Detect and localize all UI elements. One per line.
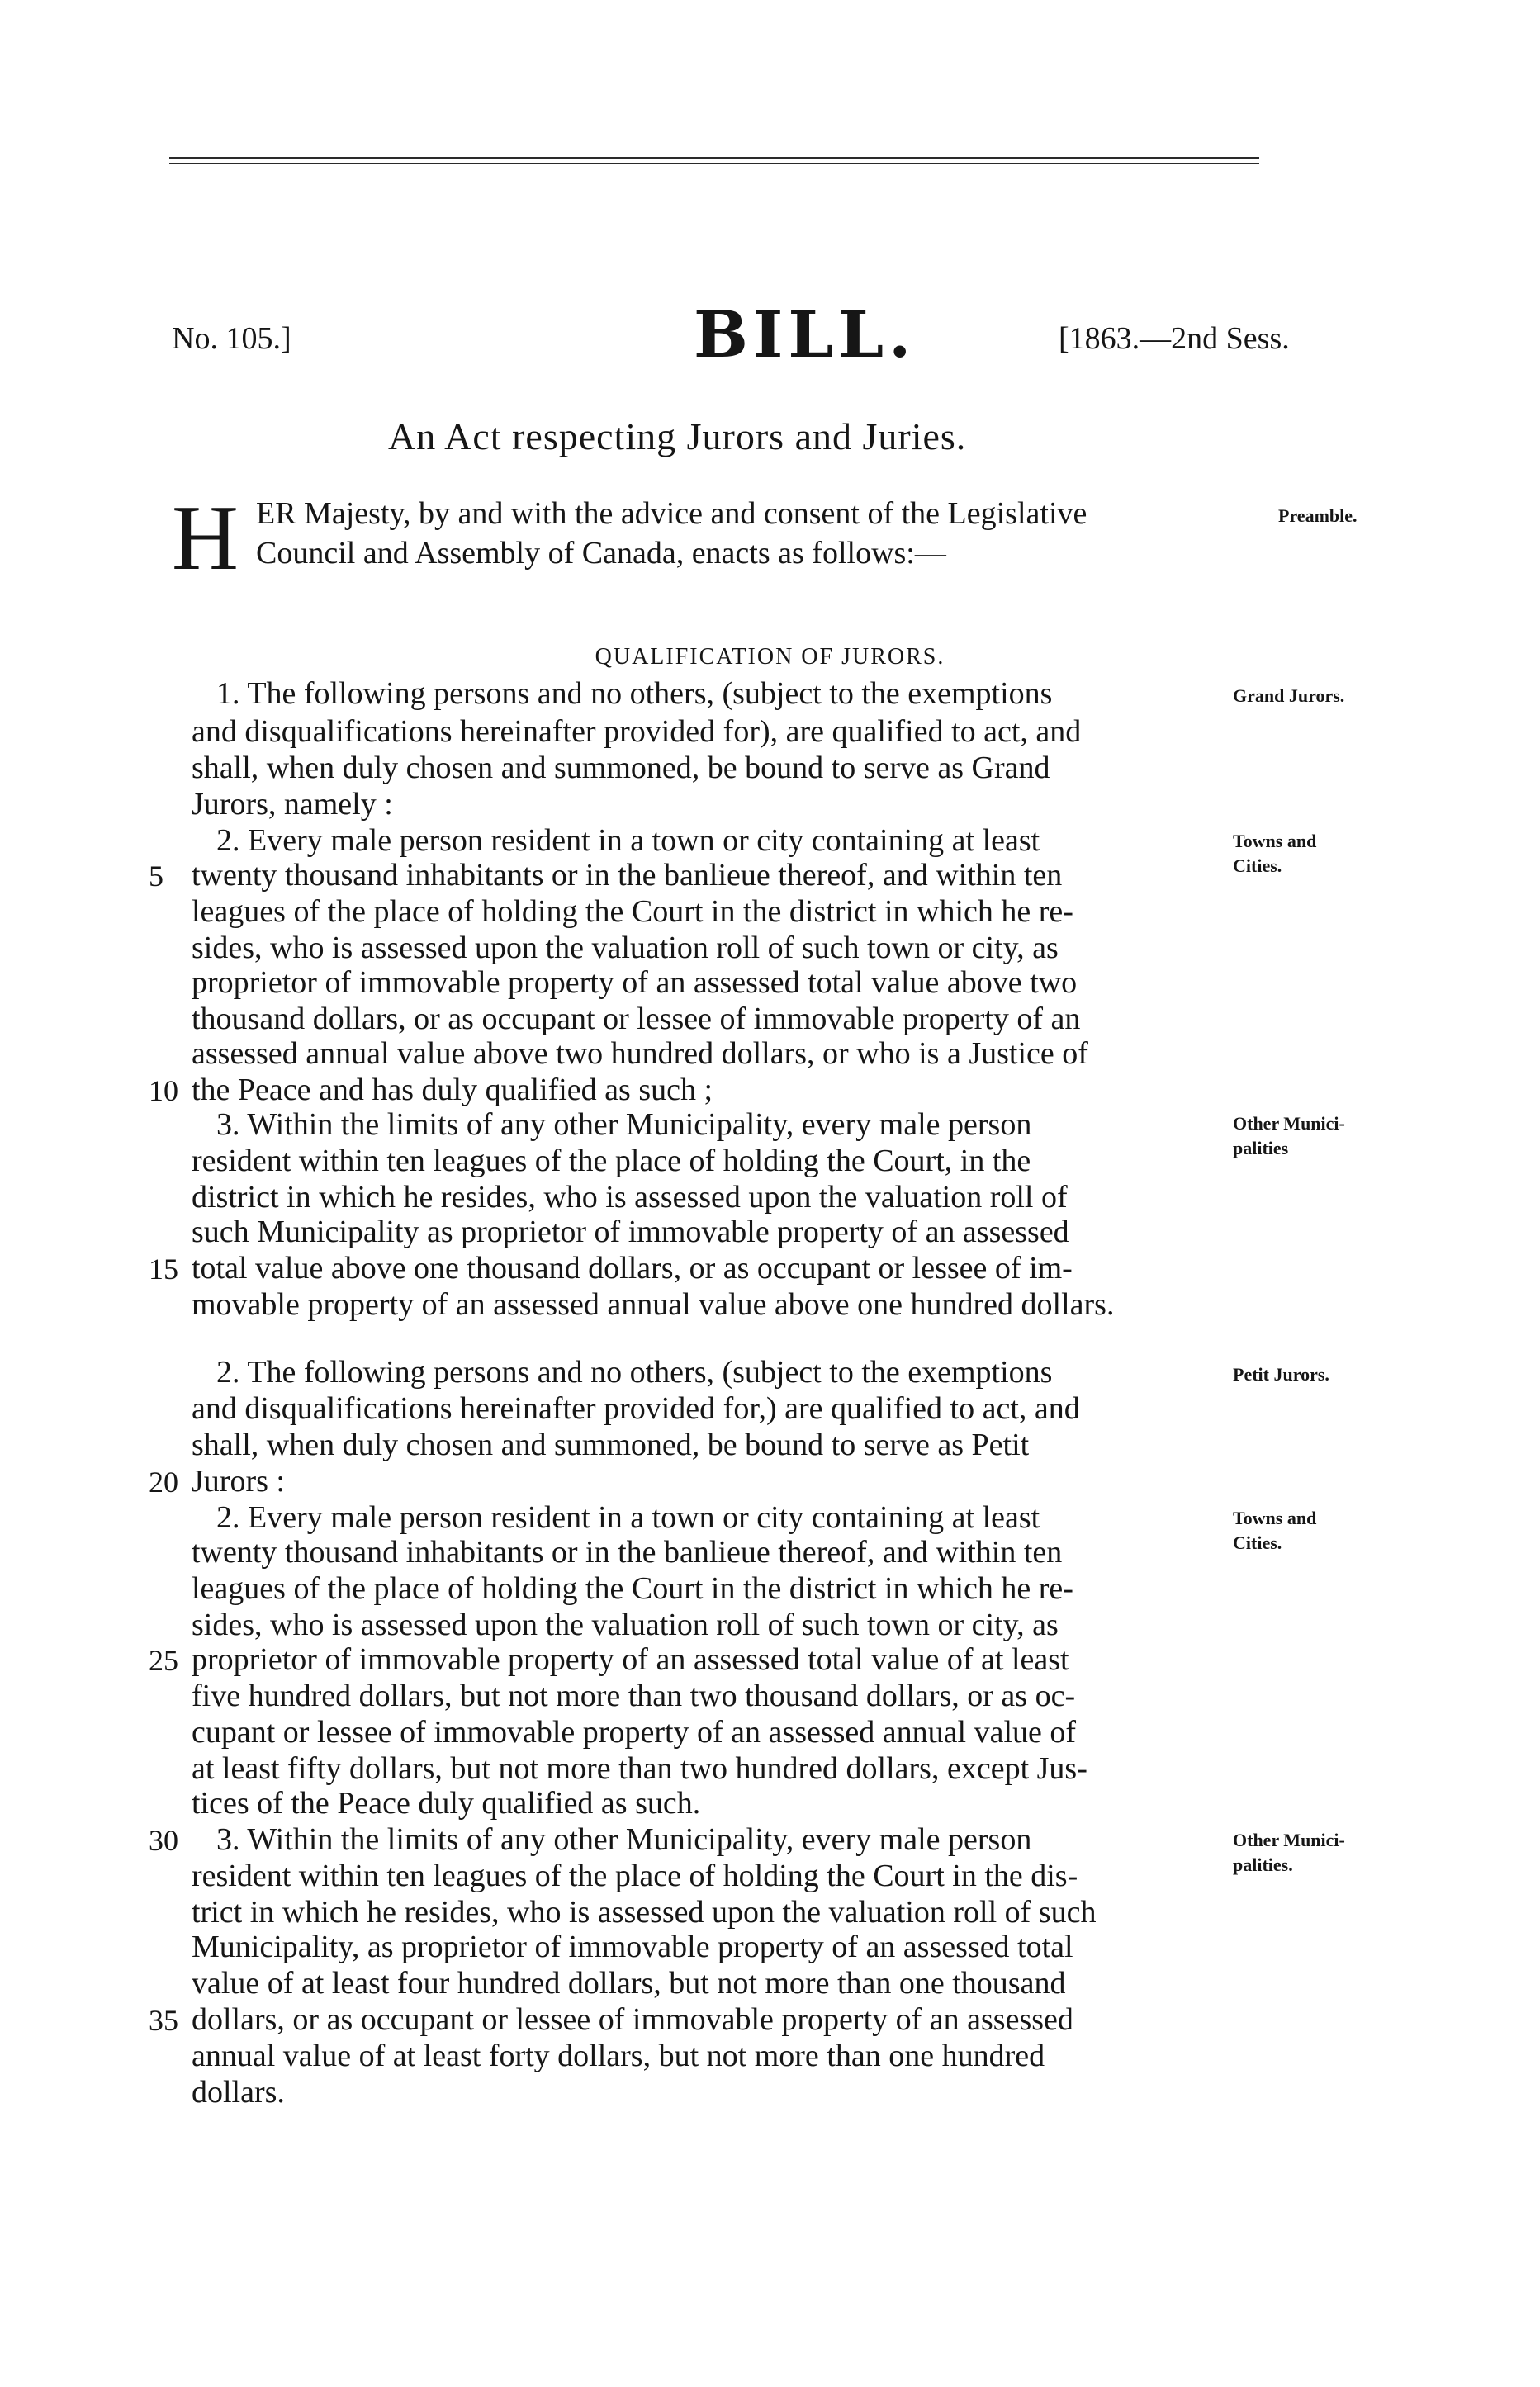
margin-note: Petit Jurors. (1233, 1364, 1329, 1385)
margin-note: Grand Jurors. (1233, 685, 1345, 706)
margin-note: palities (1233, 1138, 1289, 1158)
line-number: 10 (149, 1074, 178, 1107)
act-title: An Act respecting Jurors and Juries. (388, 415, 967, 457)
body-line: resident within ten leagues of the place of holding the Court, in the (192, 1144, 1031, 1178)
preamble-line-2: Council and Assembly of Canada, enacts as follows:— (256, 536, 946, 571)
preamble-line-1: ER Majesty, by and with the advice and consent of the Legislative (256, 496, 1087, 531)
body-line: shall, when duly chosen and summoned, be bound to serve as Petit (192, 1428, 1030, 1462)
body-line: the Peace and has duly qualified as such ; (192, 1073, 713, 1107)
line-number: 20 (149, 1466, 178, 1499)
body-line: Municipality, as proprietor of immovable property of an assessed total (192, 1930, 1073, 1964)
body-line: five hundred dollars, but not more than two thousand dollars, or as oc- (192, 1679, 1076, 1713)
margin-note: Cities. (1233, 1532, 1282, 1553)
line-number: 25 (149, 1644, 178, 1677)
margin-note: Other Munici- (1233, 1830, 1345, 1850)
bill-heading: BILL. (694, 297, 917, 372)
body-line: Jurors, namely : (192, 787, 393, 822)
body-line: 2. Every male person resident in a town or city containing at least (216, 823, 1040, 858)
preamble-margin-note: Preamble. (1278, 505, 1358, 526)
body-line: 2. The following persons and no others, (subject to the exemptions (216, 1355, 1053, 1390)
body-line: resident within ten leagues of the place of holding the Court in the dis- (192, 1859, 1078, 1893)
line-number: 15 (149, 1253, 178, 1286)
line-number: 5 (149, 860, 163, 893)
body-line: twenty thousand inhabitants or in the banlieue thereof, and within ten (192, 1535, 1063, 1570)
body-line: 2. Every male person resident in a town or city containing at least (216, 1500, 1040, 1535)
body-line: 1. The following persons and no others, (subject to the exemptions (216, 676, 1053, 711)
body-line: leagues of the place of holding the Court in the district in which he re- (192, 1571, 1073, 1606)
body-line: trict in which he resides, who is assessed upon the valuation roll of such (192, 1895, 1097, 1930)
body-line: movable property of an assessed annual value above one hundred dollars. (192, 1287, 1115, 1322)
margin-note: Other Munici- (1233, 1113, 1345, 1134)
body-line: and disqualifications hereinafter provided for,) are qualified to act, and (192, 1391, 1080, 1426)
body-line: tices of the Peace duly qualified as such. (192, 1786, 701, 1821)
body-line: such Municipality as proprietor of immovable property of an assessed (192, 1215, 1069, 1249)
body-line: total value above one thousand dollars, or as occupant or lessee of im- (192, 1251, 1073, 1286)
section-heading: QUALIFICATION OF JURORS. (595, 644, 945, 670)
body-line: twenty thousand inhabitants or in the banlieue thereof, and within ten (192, 858, 1063, 893)
body-line: leagues of the place of holding the Court in the district in which he re- (192, 894, 1073, 929)
body-line: dollars. (192, 2075, 285, 2110)
body-line: assessed annual value above two hundred dollars, or who is a Justice of (192, 1036, 1088, 1071)
margin-note: Towns and (1233, 831, 1317, 851)
session-label: [1863.—2nd Sess. (1059, 321, 1290, 356)
line-number: 35 (149, 2004, 178, 2037)
body-line: 3. Within the limits of any other Municipality, every male person (216, 1822, 1032, 1857)
line-number: 30 (149, 1824, 178, 1857)
body-line: district in which he resides, who is assessed upon the valuation roll of (192, 1180, 1068, 1215)
body-line: sides, who is assessed upon the valuation roll of such town or city, as (192, 931, 1059, 965)
body-line: proprietor of immovable property of an assessed total value above two (192, 965, 1078, 1000)
body-line: at least fifty dollars, but not more than two hundred dollars, except Jus- (192, 1751, 1087, 1786)
body-line: thousand dollars, or as occupant or lessee of immovable property of an (192, 1002, 1081, 1036)
top-rule (169, 157, 1259, 159)
body-line: 3. Within the limits of any other Municipality, every male person (216, 1107, 1032, 1142)
body-line: and disqualifications hereinafter provided for), are qualified to act, and (192, 714, 1082, 749)
top-rule-secondary (169, 163, 1259, 164)
bill-number: No. 105.] (172, 321, 291, 356)
preamble-dropcap: H (172, 487, 239, 590)
body-line: cupant or lessee of immovable property of an assessed annual value of (192, 1715, 1077, 1750)
body-line: annual value of at least forty dollars, but not more than one hundred (192, 2039, 1045, 2073)
margin-note: palities. (1233, 1854, 1293, 1875)
body-line: Jurors : (192, 1464, 285, 1499)
margin-note: Cities. (1233, 855, 1282, 876)
body-line: dollars, or as occupant or lessee of immovable property of an assessed (192, 2002, 1073, 2037)
margin-note: Towns and (1233, 1508, 1317, 1528)
body-line: proprietor of immovable property of an assessed total value of at least (192, 1642, 1069, 1677)
body-line: value of at least four hundred dollars, but not more than one thousand (192, 1966, 1066, 2001)
body-line: shall, when duly chosen and summoned, be bound to serve as Grand (192, 751, 1050, 785)
body-line: sides, who is assessed upon the valuation roll of such town or city, as (192, 1608, 1059, 1642)
